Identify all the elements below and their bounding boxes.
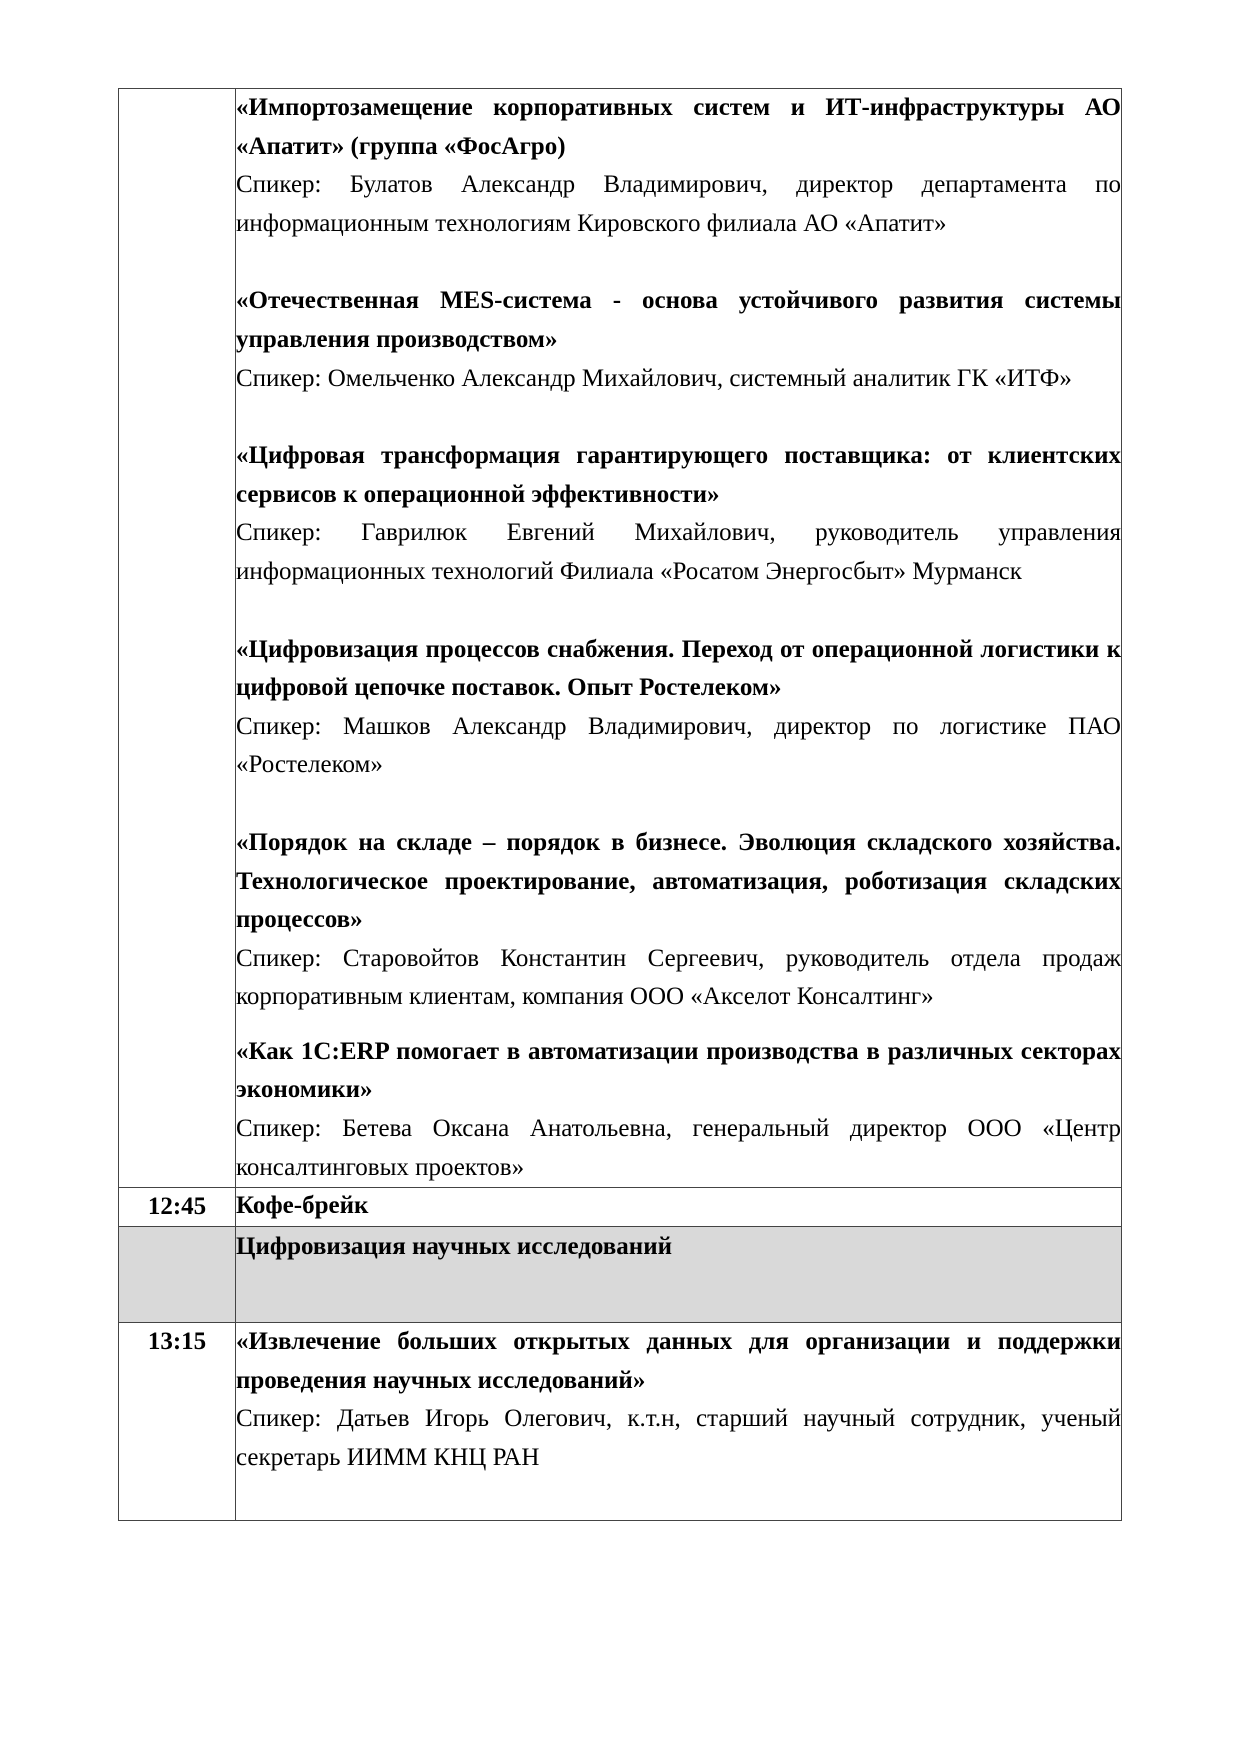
talk-item (236, 282, 1121, 398)
time-cell: 12:45 (119, 1188, 236, 1227)
talk-title: «Цифровизация процессов снабжения. Переход от операционной логистики к цифровой цепочке поставок. Опыт Ростелеком» (236, 635, 1121, 702)
agenda-row-talks (119, 89, 1122, 1188)
coffee-break-label: Кофе-брейк (236, 1192, 369, 1220)
talk-item (236, 89, 1121, 243)
talk-speaker: Спикер: Старовойтов Константин Сергеевич, руководитель отдела продаж корпоративным клиентам, компания ООО «Акселот Консалтинг» (236, 944, 1121, 1011)
agenda-row-science-talk (119, 1323, 1122, 1521)
talk-speaker: Спикер: Бетева Оксана Анатольевна, генеральный директор ООО «Центр консалтинговых проектов» (236, 1115, 1121, 1181)
agenda-row-section (119, 1227, 1122, 1323)
talk-speaker: Спикер: Омельченко Александр Михайлович, системный аналитик ГК «ИТФ» (236, 364, 1072, 392)
agenda-table (118, 88, 1122, 1521)
talk-item (236, 631, 1121, 785)
talk-speaker: Спикер: Гаврилюк Евгений Михайлович, руководитель управления информационных технологий Филиала «Росатом Энергосбыт» Мурманск (236, 519, 1121, 585)
talk-title: «Как 1С:ERP помогает в автоматизации производства в различных секторах экономики» (236, 1037, 1121, 1104)
talk-item (236, 1033, 1121, 1187)
section-title: Цифровизация научных исследований (236, 1233, 672, 1261)
talk-speaker: Спикер: Булатов Александр Владимирович, директор департамента по информационным технологиям Кировского филиала АО «Апатит» (236, 171, 1121, 237)
talk-title: «Цифровая трансформация гарантирующего поставщика: от клиентских сервисов к операционной эффективности» (236, 442, 1121, 508)
talk-title: «Импортозамещение корпоративных систем и ИТ-инфраструктуры АО «Апатит» (группа «ФосАгро) (236, 94, 1121, 160)
talk-title: «Отечественная MES-система - основа устойчивого развития системы управления производством» (236, 287, 1121, 353)
time-cell (119, 1227, 236, 1323)
content-cell (236, 89, 1122, 1188)
talk-item (236, 1323, 1121, 1477)
agenda-row-coffee-break (119, 1188, 1122, 1227)
time-cell: 13:15 (119, 1323, 236, 1521)
content-cell (236, 1188, 1122, 1227)
content-cell (236, 1323, 1122, 1521)
talk-title: «Извлечение больших открытых данных для организации и поддержки проведения научных исследований» (236, 1328, 1121, 1394)
talk-item (236, 824, 1121, 1017)
content-cell (236, 1227, 1122, 1323)
talk-speaker: Спикер: Датьев Игорь Олегович, к.т.н, старший научный сотрудник, ученый секретарь ИИММ КНЦ РАН (236, 1405, 1121, 1472)
talk-title: «Порядок на складе – порядок в бизнесе. Эволюция складского хозяйства. Технологическое проектирование, автоматизация, роботизация складских процессов» (236, 828, 1121, 934)
talk-item (236, 437, 1121, 591)
time-cell (119, 89, 236, 1188)
talk-speaker: Спикер: Машков Александр Владимирович, директор по логистике ПАО «Ростелеком» (236, 712, 1121, 779)
